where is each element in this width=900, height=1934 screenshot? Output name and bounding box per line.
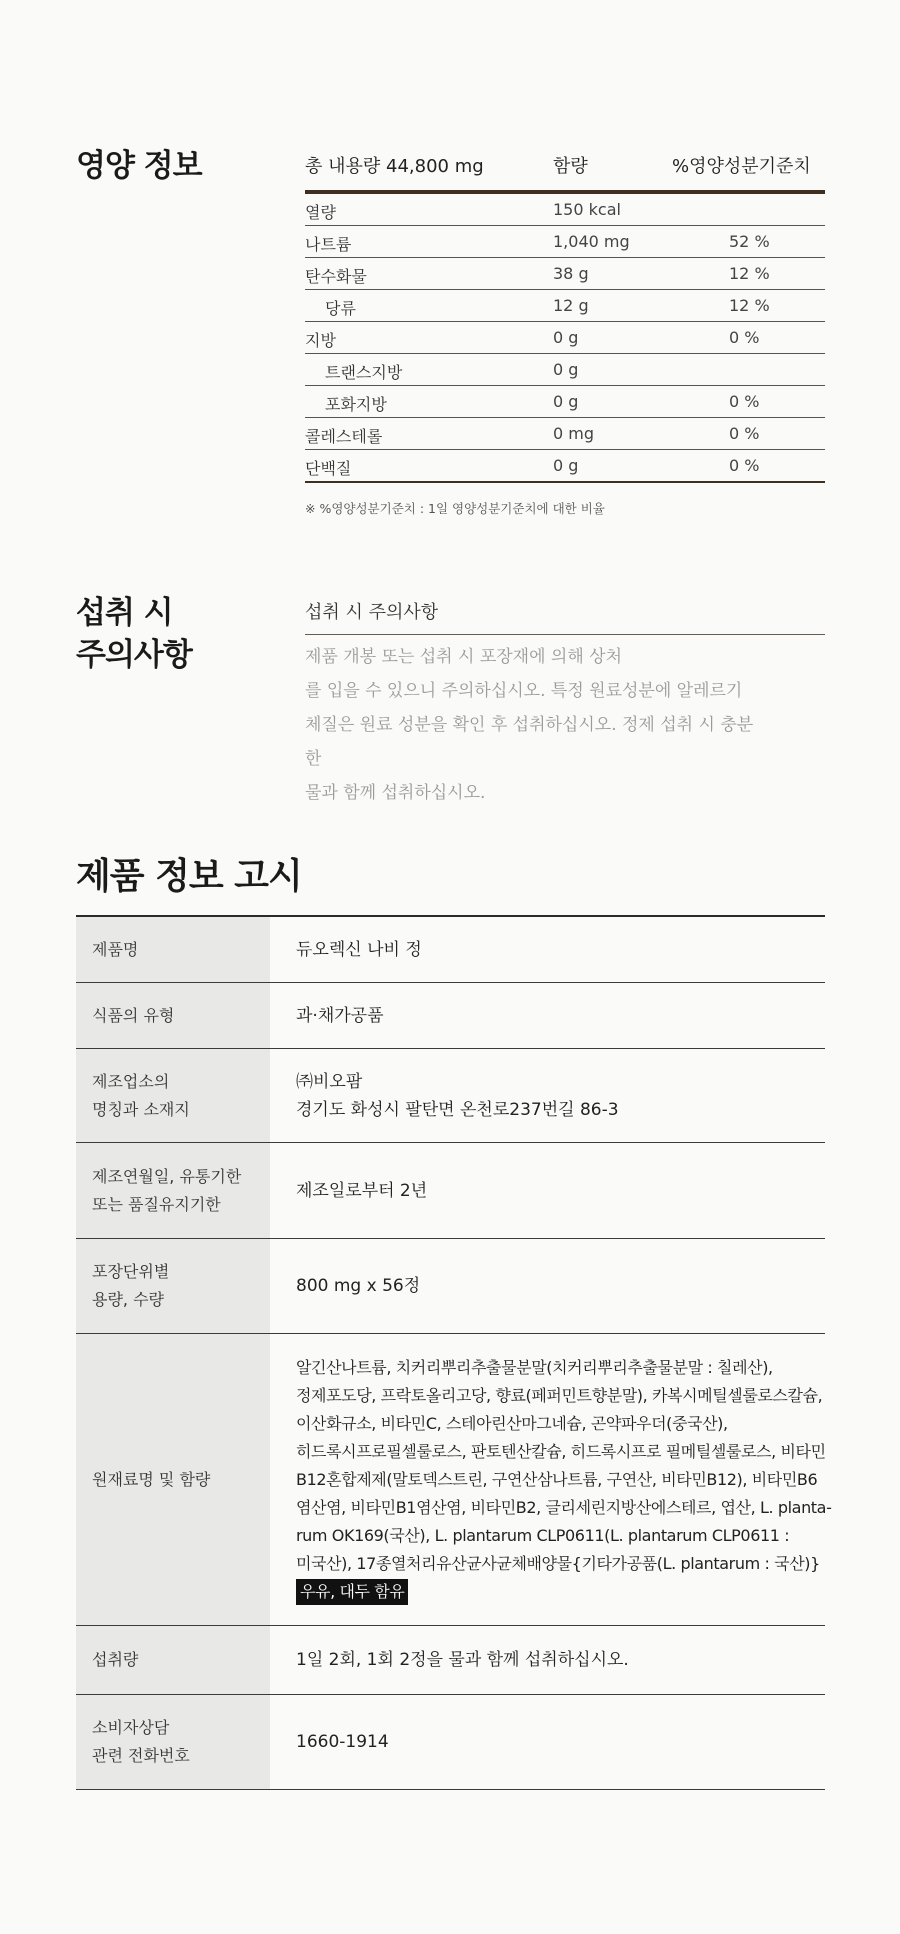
nutrient-name: 콜레스테롤 <box>305 427 383 446</box>
nutrient-name: 지방 <box>305 331 336 350</box>
nutrition-row <box>305 322 825 354</box>
info-value-text: ㈜비오팜 <box>296 1071 363 1092</box>
info-key-text: 관련 전화번호 <box>92 1746 190 1765</box>
nutrient-amount: 150 kcal <box>553 200 621 219</box>
info-row <box>76 1143 825 1239</box>
nutrient-percent: 0 % <box>729 392 760 411</box>
nutrition-row <box>305 290 825 322</box>
nutrient-amount: 0 g <box>553 360 579 379</box>
info-value-text: 800 mg x 56정 <box>296 1276 421 1296</box>
ingredient-line: rum OK169(국산), L. plantarum CLP0611(L. plantarum CLP0611 : <box>296 1525 790 1545</box>
info-value <box>270 1626 825 1694</box>
caution-body <box>305 640 765 810</box>
total-content-label: 총 내용량 44,800 mg <box>305 156 484 177</box>
nutrition-row <box>305 418 825 450</box>
nutrient-amount: 0 g <box>553 456 579 475</box>
caution-heading-line: 섭취 시 <box>76 595 173 631</box>
caution-subtitle: 섭취 시 주의사항 <box>305 598 825 635</box>
nutrient-percent: 12 % <box>729 264 770 283</box>
info-row <box>76 1239 825 1334</box>
product-info-table <box>76 915 832 1790</box>
percent-column-header: %영양성분기준치 <box>672 156 811 177</box>
caution-body-line: 체질은 원료 성분을 확인 후 섭취하십시오. 정제 섭취 시 충분한 <box>305 715 754 769</box>
nutrient-percent: 0 % <box>729 328 760 347</box>
info-key <box>76 1143 270 1238</box>
info-value-text: 1660-1914 <box>296 1732 389 1752</box>
info-key-text: 소비자상담 <box>92 1718 170 1737</box>
info-key-text: 제조업소의 <box>92 1071 170 1091</box>
nutrient-name: 포화지방 <box>325 395 387 414</box>
info-value-text: 듀오렉신 나비 정 <box>296 939 422 960</box>
nutrition-row <box>305 258 825 290</box>
info-key <box>76 1334 270 1625</box>
info-key-text: 섭취량 <box>92 1650 139 1669</box>
info-value <box>270 1695 825 1789</box>
info-key-text: 원재료명 및 함량 <box>92 1469 211 1489</box>
ingredient-line: 알긴산나트륨, 치커리뿌리추출물분말(치커리뿌리추출물분말 : 칠레산), <box>296 1357 773 1377</box>
nutrient-amount: 0 g <box>553 392 579 411</box>
nutrient-percent: 0 % <box>729 456 760 475</box>
ingredient-line: 정제포도당, 프락토올리고당, 향료(페퍼민트향분말), 카복시메틸셀룰로스칼슘, <box>296 1385 823 1405</box>
ingredient-line: 염산염, 비타민B1염산염, 비타민B2, 글리세린지방산에스테르, 엽산, L. planta- <box>296 1497 832 1517</box>
info-key <box>76 1049 270 1142</box>
info-key <box>76 917 270 982</box>
info-key-text: 제품명 <box>92 939 139 959</box>
nutrient-name: 당류 <box>325 299 356 318</box>
nutrition-row <box>305 354 825 386</box>
info-row <box>76 1049 825 1143</box>
nutrition-row <box>305 226 825 258</box>
info-value <box>270 983 825 1048</box>
info-key <box>76 1239 270 1333</box>
nutrition-footnote: ※ %영양성분기준치 : 1일 영양성분기준치에 대한 비율 <box>305 501 605 516</box>
info-key-text: 포장단위별 <box>92 1262 170 1281</box>
info-key-text: 제조연월일, 유통기한 <box>92 1166 242 1186</box>
info-key <box>76 1626 270 1694</box>
nutrient-percent: 0 % <box>729 424 760 443</box>
nutrient-name: 열량 <box>305 203 336 222</box>
caution-heading <box>76 593 192 677</box>
nutrient-amount: 12 g <box>553 296 589 315</box>
info-value <box>270 1049 825 1142</box>
amount-column-header: 함량 <box>553 156 588 177</box>
info-row <box>76 917 825 983</box>
info-value-text: 경기도 화성시 팔탄면 온천로237번길 86-3 <box>296 1099 619 1120</box>
info-key <box>76 983 270 1048</box>
nutrient-name: 나트륨 <box>305 235 352 254</box>
info-key-text: 용량, 수량 <box>92 1290 164 1309</box>
ingredient-line: 히드록시프로필셀룰로스, 판토텐산칼슘, 히드록시프로 필메틸셀룰로스, 비타민 <box>296 1441 826 1461</box>
info-row <box>76 983 825 1049</box>
caution-body-line: 를 입을 수 있으니 주의하십시오. 특정 원료성분에 알레르기 <box>305 681 743 701</box>
nutrition-heading: 영양 정보 <box>76 148 202 184</box>
info-key-text: 식품의 유형 <box>92 1005 175 1025</box>
ingredient-line: 이산화규소, 비타민C, 스테아린산마그네슘, 곤약파우더(중국산), <box>296 1413 728 1433</box>
info-key <box>76 1695 270 1789</box>
allergen-badge: 우유, 대두 함유 <box>296 1579 408 1605</box>
info-row <box>76 1334 832 1626</box>
nutrient-name: 탄수화물 <box>305 267 367 286</box>
nutrition-row <box>305 386 825 418</box>
product-info-heading: 제품 정보 고시 <box>76 856 302 897</box>
info-row <box>76 1695 825 1790</box>
nutrition-row <box>305 194 825 226</box>
ingredient-line: B12혼합제제(말토덱스트린, 구연산삼나트륨, 구연산, 비타민B12), 비타민B6 <box>296 1469 818 1489</box>
info-value-text: 제조일로부터 2년 <box>296 1180 428 1201</box>
nutrition-table-header <box>305 146 825 194</box>
nutrient-name: 트랜스지방 <box>325 363 403 382</box>
caution-body-line: 제품 개봉 또는 섭취 시 포장재에 의해 상처 <box>305 647 623 667</box>
info-row <box>76 1626 825 1695</box>
info-key-text: 또는 품질유지기한 <box>92 1194 221 1214</box>
info-value <box>270 1143 825 1238</box>
nutrient-amount: 0 g <box>553 328 579 347</box>
nutrient-amount: 1,040 mg <box>553 232 630 251</box>
caution-body-line: 물과 함께 섭취하십시오. <box>305 783 486 803</box>
nutrition-table <box>305 146 825 483</box>
info-value <box>270 917 825 982</box>
nutrient-amount: 38 g <box>553 264 589 283</box>
nutrition-row <box>305 450 825 483</box>
info-value <box>270 1239 825 1333</box>
nutrient-percent: 52 % <box>729 232 770 251</box>
ingredient-line: 미국산), 17종열처리유산균사균체배양물{기타가공품(L. plantarum : 국산)} <box>296 1553 820 1573</box>
info-value-text: 과·채가공품 <box>296 1005 384 1026</box>
nutrient-amount: 0 mg <box>553 424 595 443</box>
caution-heading-line: 주의사항 <box>76 636 192 673</box>
nutrient-name: 단백질 <box>305 459 352 478</box>
nutrient-percent: 12 % <box>729 296 770 315</box>
info-value <box>270 1334 847 1625</box>
info-value-text: 1일 2회, 1회 2정을 물과 함께 섭취하십시오. <box>296 1650 629 1670</box>
info-key-text: 명칭과 소재지 <box>92 1099 190 1119</box>
